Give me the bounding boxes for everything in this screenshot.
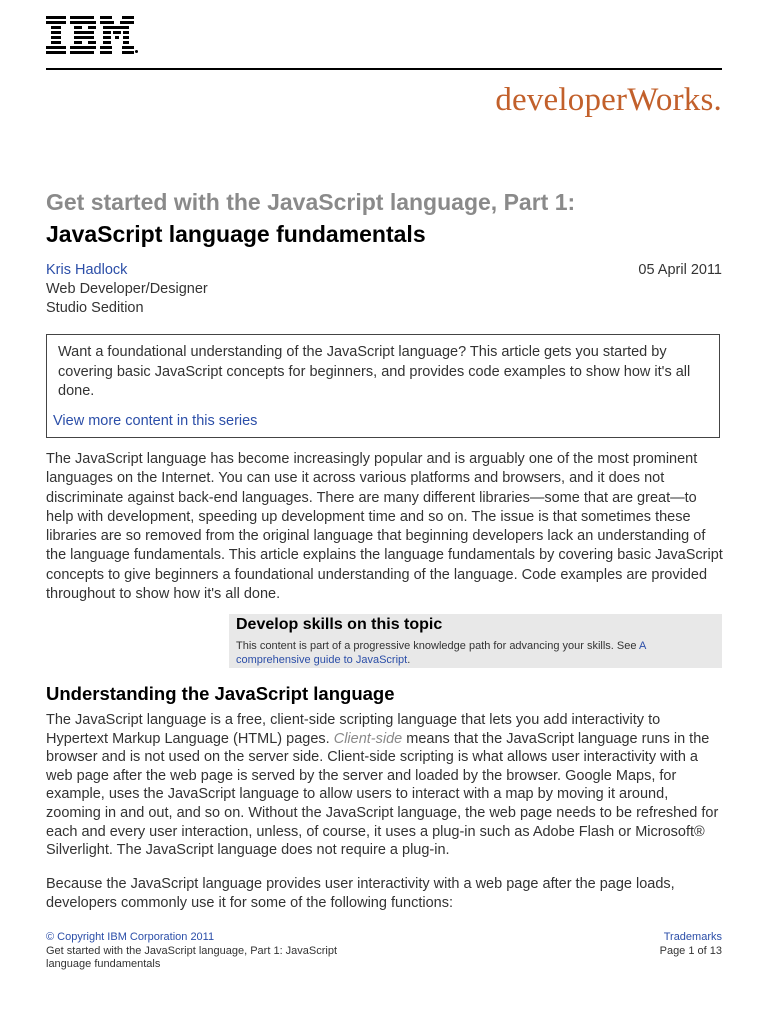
skills-text-intro: This content is part of a progressive knowledge path for advancing your skills. See	[236, 640, 639, 652]
section-paragraph-start: The JavaScript language is a free, client-side scripting language that lets you add interactivity to Hypertext Markup Language (HTML) pages.	[46, 712, 661, 747]
abstract-text: Want a foundational understanding of the JavaScript language? This article gets you started by covering basic JavaScript concepts for beginners, and provides code examples to show how it's all done.	[58, 344, 691, 399]
publication-date: 05 April 2011	[638, 262, 722, 278]
skills-text	[236, 640, 714, 667]
skills-callout	[229, 614, 722, 668]
skills-heading: Develop skills on this topic	[236, 616, 443, 633]
skills-text-end: .	[407, 653, 411, 666]
article-title: JavaScript language fundamentals	[46, 221, 426, 247]
section-paragraph	[46, 711, 726, 860]
author-block	[46, 261, 208, 318]
section-heading: Understanding the JavaScript language	[46, 683, 395, 704]
section-paragraph-2: Because the JavaScript language provides user interactivity with a web page after the page loads, developers commonly use it for some of the following functions:	[46, 876, 675, 911]
page-number: Page 1 of 13	[659, 944, 722, 957]
series-link[interactable]: View more content in this series	[53, 413, 258, 429]
header-divider	[46, 68, 722, 70]
developerworks-brand: developerWorks.	[495, 82, 722, 118]
footer-doc-title: Get started with the JavaScript language, Part 1: JavaScript language fundamentals	[46, 944, 338, 970]
javascript-guide-link[interactable]: A comprehensive guide to JavaScript	[236, 640, 646, 666]
footer-right	[660, 931, 722, 958]
section-paragraph-end: means that the JavaScript language runs in the browser and is not used on the server side. Client-side scripting is what allows user interactivity with a web page after the web page is served by the server and loaded by the browser. Google Maps, for example, uses the JavaScript language to allow users to interact with a map by moving it around, zooming in and out, and so on. Without the JavaScript language, the web page needs to be refreshed for each and every user interaction, unless, of course, it uses a plug-in such as Adobe Flash or Microsoft® Silverlight. The JavaScript language does not require a plug-in.	[46, 730, 719, 859]
client-side-term: Client-side	[333, 730, 403, 747]
trademarks-link[interactable]: Trademarks	[663, 931, 722, 943]
author-role: Web Developer/Designer	[46, 281, 208, 297]
author-organization: Studio Sedition	[46, 300, 144, 316]
author-name-link[interactable]: Kris Hadlock	[46, 262, 128, 278]
copyright-link[interactable]: © Copyright IBM Corporation 2011	[46, 931, 215, 943]
intro-paragraph: The JavaScript language has become increasingly popular and is arguably one of the most prominent languages on the Internet. You can use it across various platforms and browsers, and it does not discriminate against back-end languages. There are many different libraries—some that are great—to help with development, speeding up development time and so on. The issue is that sometimes these libraries are so removed from the original language that beginning developers lack an understanding of the language fundamentals. This article explains the language fundamentals by covering basic JavaScript concepts to give beginners a foundational understanding of the language. Code examples are provided throughout to show how it's all done.	[46, 451, 723, 603]
abstract-box	[46, 334, 720, 438]
ibm-logo	[46, 16, 138, 54]
article-title-series: Get started with the JavaScript language, Part 1:	[46, 189, 576, 215]
footer-left	[46, 931, 376, 972]
